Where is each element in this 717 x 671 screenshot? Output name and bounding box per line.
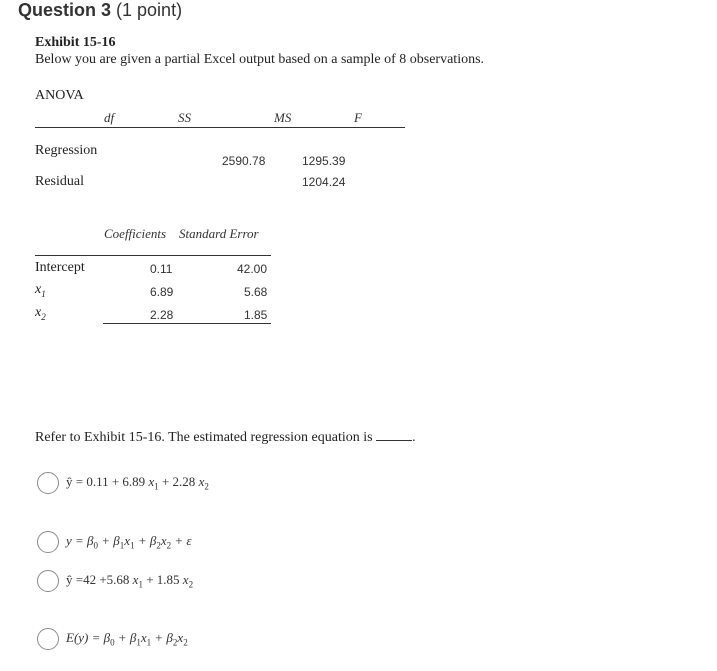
question-prompt: Refer to Exhibit 15-16. The estimated regression equation is .: [35, 430, 416, 445]
question-points: (1 point): [116, 0, 183, 20]
coef-row-x2-label: $x_2$: [35, 305, 46, 322]
coef-intercept-value: 0.11: [150, 262, 173, 276]
option-c-label: ŷ =42 +5.68 $x_1 + 1.85$ $x_2$: [66, 572, 194, 590]
coef-x1-value: 6.89: [150, 285, 174, 299]
coef-header-rule: [35, 255, 271, 256]
coef-row-x1-label: $x_1$: [35, 282, 46, 299]
anova-label: ANOVA: [35, 88, 84, 103]
coef-x2-value: 2.28: [150, 308, 174, 322]
anova-header-rule: [35, 127, 405, 128]
option-a[interactable]: [37, 472, 209, 494]
option-c-radio[interactable]: [37, 570, 59, 592]
coef-intercept-se: 42.00: [237, 262, 268, 276]
anova-header-ms: MS: [274, 110, 292, 125]
question-title: Question 3: [18, 0, 112, 20]
coef-row-intercept-label: Intercept: [35, 260, 85, 275]
option-a-radio[interactable]: [37, 472, 59, 494]
option-b-label: $y = \beta_0 + \beta_1x_1 + \beta_2x_2 + \varepsilon$: [66, 533, 192, 551]
coef-x2-se: 1.85: [244, 308, 268, 322]
question-header: [18, 0, 182, 21]
option-d[interactable]: [37, 628, 188, 650]
exhibit-title: Exhibit 15-16: [35, 35, 116, 50]
anova-row-residual-label: Residual: [35, 174, 84, 189]
option-a-label: ŷ = 0.11 + 6.89 $x_1 + 2.28$ $x_2$: [66, 474, 209, 492]
anova-header-df: df: [104, 110, 115, 125]
option-b-radio[interactable]: [37, 531, 59, 553]
anova-header-ss: SS: [178, 110, 191, 125]
option-d-radio[interactable]: [37, 628, 59, 650]
coef-header-coefficients: Coefficients: [104, 226, 167, 241]
coef-bottom-rule: [103, 323, 271, 324]
anova-regression-ss: 2590.78: [222, 154, 266, 168]
exhibit-description: Below you are given a partial Excel output based on a sample of 8 observations.: [35, 52, 485, 67]
anova-row-regression-label: Regression: [35, 143, 98, 158]
coef-x1-se: 5.68: [244, 285, 268, 299]
answer-blank: [376, 428, 412, 441]
option-d-label: $E(y) = \beta_0 + \beta_1x_1 + \beta_2x_2$: [66, 630, 188, 648]
coef-header-standard-error: Standard Error: [179, 226, 259, 241]
anova-residual-ms: 1204.24: [302, 175, 346, 189]
option-c[interactable]: [37, 570, 193, 592]
anova-regression-ms: 1295.39: [302, 154, 346, 168]
anova-header-f: F: [354, 110, 362, 125]
option-b[interactable]: [37, 531, 192, 553]
